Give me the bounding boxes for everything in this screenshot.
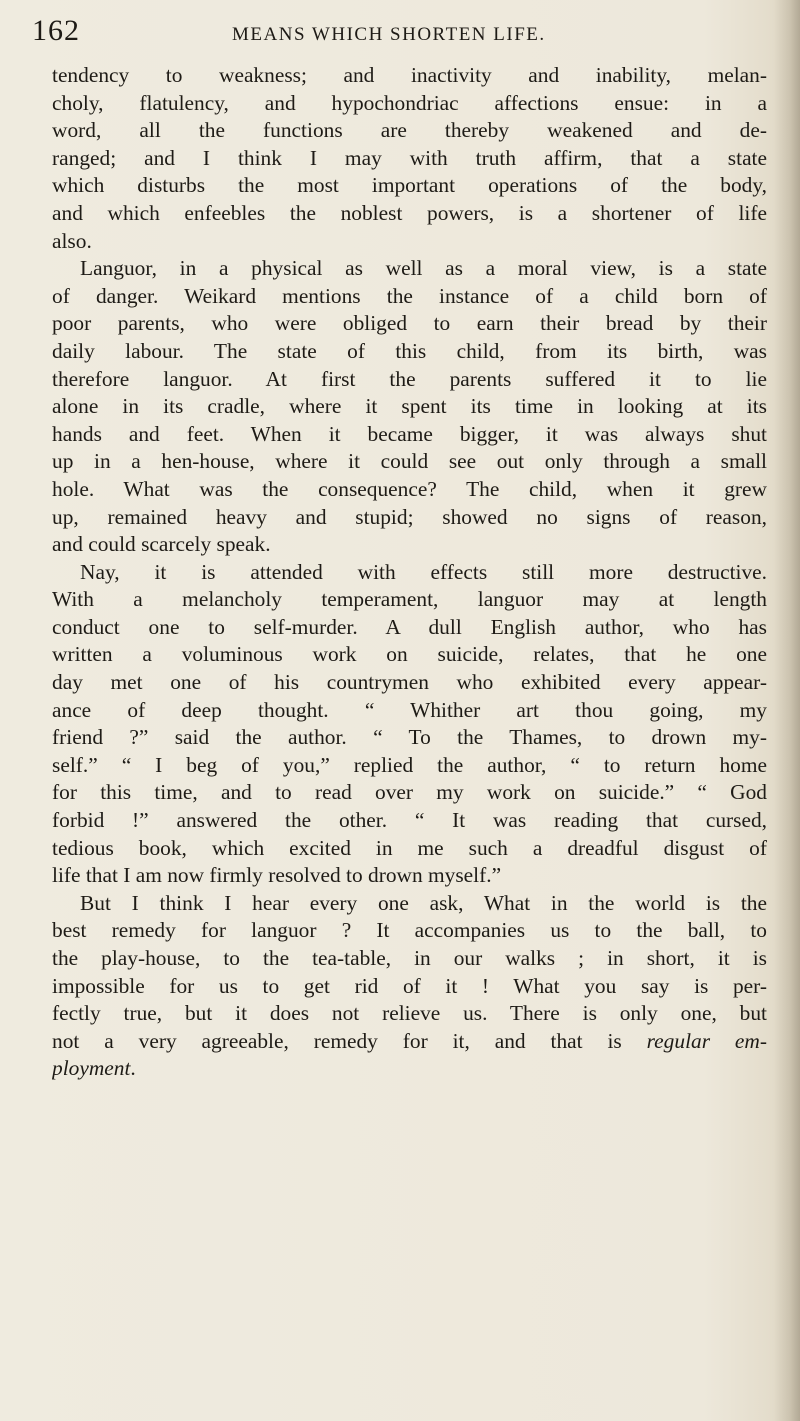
emphasis-text: ployment: [52, 1056, 131, 1081]
emphasis-text: regular em-: [646, 1028, 767, 1053]
text-line: With a melancholy temperament, languor may at length: [52, 587, 767, 612]
text-line: ance of deep thought. “ Whither art thou going, my: [52, 697, 767, 722]
text-line: alone in its cradle, where it spent its time in looking at its: [52, 394, 767, 419]
text-line: for this time, and to read over my work on suicide.” “ God: [52, 780, 767, 805]
text-line: hole. What was the consequence? The child, when it grew: [52, 476, 767, 501]
text-line: word, all the functions are thereby weakened and de-: [52, 118, 767, 143]
text-line: of danger. Weikard mentions the instance of a child born of: [52, 283, 767, 308]
text-line: and which enfeebles the noblest powers, is a shortener of life: [52, 200, 767, 225]
text-line: poor parents, who were obliged to earn their bread by their: [52, 311, 767, 336]
text-line: up in a hen-house, where it could see out only through a small: [52, 449, 767, 474]
text-line: the play-house, to the tea-table, in our walks ; in short, it is: [52, 946, 767, 970]
paragraph-start-line: Languor, in a physical as well as a moral view, is a state: [80, 256, 767, 281]
text-line: best remedy for languor ? It accompanies us to the ball, to: [52, 918, 767, 943]
text-line-lead: not a very agreeable, remedy for it, and that is: [52, 1028, 647, 1053]
text-line: [52, 1055, 767, 1083]
text-line: up, remained heavy and stupid; showed no signs of reason,: [52, 504, 767, 529]
page-number: 162: [32, 14, 80, 47]
final-period: .: [130, 1056, 136, 1081]
text-line: tedious book, which excited in me such a dreadful disgust of: [52, 835, 767, 860]
page-header: [32, 14, 740, 62]
text-line: hands and feet. When it became bigger, it was always shut: [52, 421, 767, 446]
text-line: written a voluminous work on suicide, relates, that he one: [52, 642, 767, 667]
text-line: friend ?” said the author. “ To the Thames, to drown my-: [52, 725, 767, 750]
text-line: forbid !” answered the other. “ It was reading that cursed,: [52, 808, 767, 833]
text-line: also.: [52, 228, 92, 253]
text-line: impossible for us to get rid of it ! What you say is per-: [52, 973, 767, 998]
text-line: and could scarcely speak.: [52, 532, 271, 557]
text-line: tendency to weakness; and inactivity and inability, melan-: [52, 63, 767, 87]
text-line: fectly true, but it does not relieve us. There is only one, but: [52, 1001, 767, 1026]
running-title: MEANS WHICH SHORTEN LIFE.: [232, 24, 546, 45]
text-line: ranged; and I think I may with truth affirm, that a state: [52, 145, 767, 170]
paragraph-start-line: Nay, it is attended with effects still more destructive.: [80, 559, 767, 584]
paragraph-start-line: But I think I hear every one ask, What in the world is the: [80, 890, 767, 915]
body-text: [52, 62, 794, 1083]
text-line: which disturbs the most important operations of the body,: [52, 173, 767, 198]
text-line: life that I am now firmly resolved to drown myself.”: [52, 863, 502, 888]
text-line: therefore languor. At first the parents suffered it to lie: [52, 366, 767, 391]
text-line: day met one of his countrymen who exhibited every appear-: [52, 670, 767, 695]
text-line: conduct one to self-murder. A dull English author, who has: [52, 614, 767, 639]
text-line: self.” “ I beg of you,” replied the author, “ to return home: [52, 752, 767, 777]
text-line: choly, flatulency, and hypochondriac affections ensue: in a: [52, 90, 767, 115]
text-line: [52, 1028, 767, 1056]
text-line: daily labour. The state of this child, from its birth, was: [52, 338, 767, 363]
